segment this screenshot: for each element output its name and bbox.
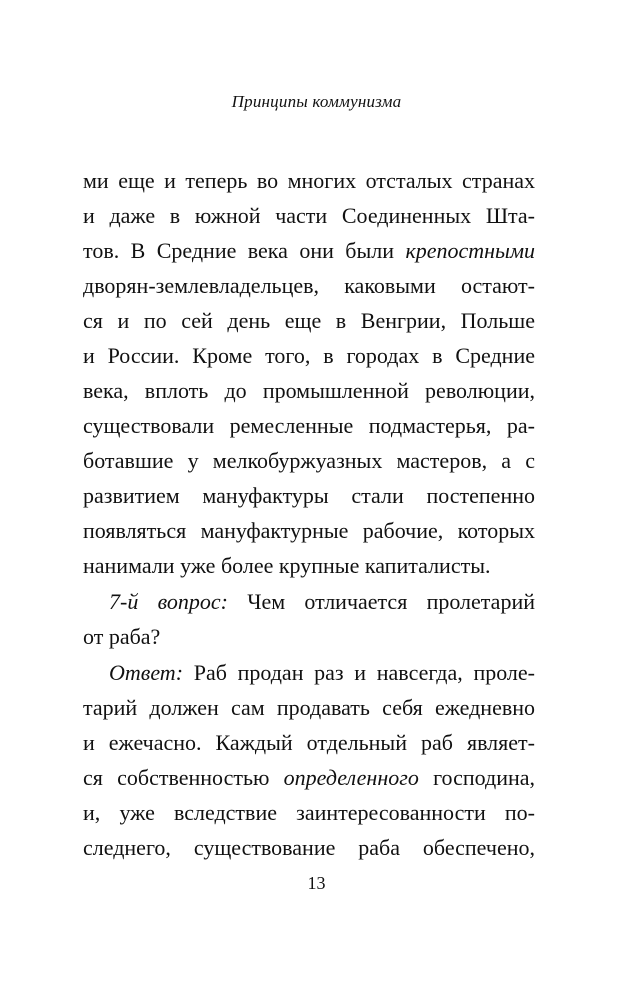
- text-line: [83, 233, 535, 268]
- text-span: Чем отличается пролетарий: [227, 589, 535, 614]
- text-span: господина,: [418, 765, 536, 790]
- text-line: века, вплоть до промышленной революции,: [83, 378, 535, 403]
- emphasis: определенного: [283, 765, 419, 790]
- text-line: и, уже вследствие заинтересованности по-: [83, 800, 535, 825]
- answer-label: Ответ:: [109, 660, 184, 685]
- text-line: и даже в южной части Соединенных Шта-: [83, 203, 535, 228]
- body-text: [83, 163, 535, 865]
- page-number: 13: [307, 873, 326, 893]
- text-line: и России. Кроме того, в городах в Средние: [83, 343, 535, 368]
- text-line: тарий должен сам продавать себя ежедневно: [83, 695, 535, 720]
- answer-line: [83, 655, 535, 690]
- text-line: ботавшие у мелкобуржуазных мастеров, а с: [83, 448, 535, 473]
- text-line: ся и по сей день еще в Венгрии, Польше: [83, 308, 535, 333]
- text-line: развитием мануфактуры стали постепенно: [83, 483, 535, 508]
- text-line: существовали ремесленные подмастерья, ра-: [83, 413, 535, 438]
- text-line: ми еще и теперь во многих отсталых странах: [83, 168, 535, 193]
- text-line: от раба?: [83, 624, 161, 649]
- emphasis: крепостными: [405, 238, 535, 263]
- text-line: появляться мануфактурные рабочие, которых: [83, 518, 535, 543]
- text-span: тов. В Средние века они были: [83, 238, 406, 263]
- text-line: дворян-землевладельцев, каковыми остают-: [83, 273, 535, 298]
- text-line: нанимали уже более крупные капиталисты.: [83, 553, 491, 578]
- text-span: Раб продан раз и навсегда, проле-: [183, 660, 535, 685]
- question-label: 7-й вопрос:: [109, 589, 228, 614]
- text-line: и ежечасно. Каждый отдельный раб являет-: [83, 730, 535, 755]
- text-line: [83, 760, 535, 795]
- question-line: [83, 584, 535, 619]
- running-head: Принципы коммунизма: [231, 92, 402, 111]
- text-span: ся собственностью: [83, 765, 284, 790]
- text-line: следнего, существование раба обеспечено,: [83, 835, 535, 860]
